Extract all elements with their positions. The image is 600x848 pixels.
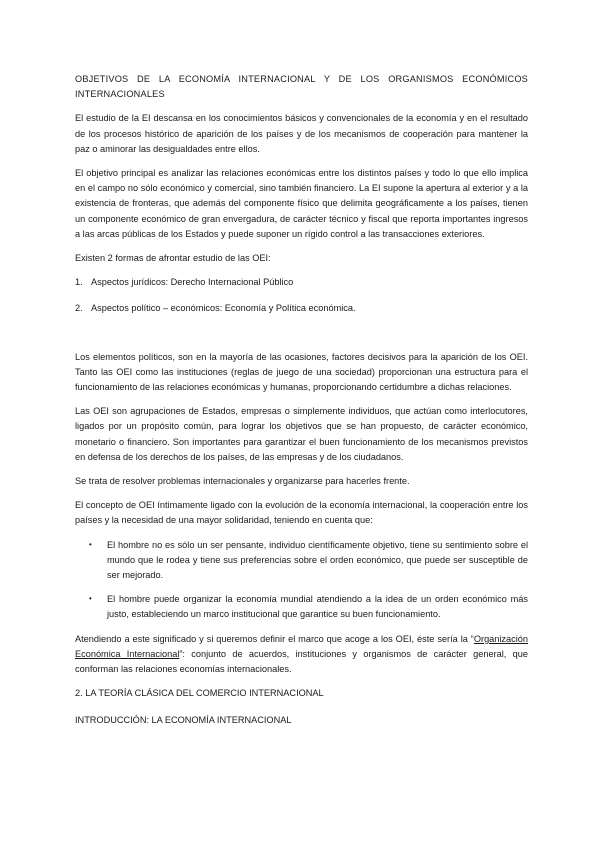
paragraph-oei-definition: Las OEI son agrupaciones de Estados, empresas o simplemente individuos, que actúan como interlocutores, ligados por un propósito común, para lograr los objetivos que se han propuesto, de carácter económico, monetario o financiero. Son importantes para garantizar el buen funcionamiento de los mecanismos previstos en defensa de los derechos de los países, de las empresas y de los ciudadanos.: [75, 406, 528, 462]
paragraph-concept: El concepto de OEI íntimamente ligado con la evolución de la economía internacional, la cooperación entre los países y la necesidad de una mayor solidaridad, teniendo en cuenta que:: [75, 500, 528, 526]
spacer: [75, 328, 528, 350]
numbered-item-number: 2.: [75, 303, 83, 314]
subsection-title: INTRODUCCIÓN: LA ECONOMÍA INTERNACIONAL: [75, 714, 292, 725]
numbered-item-1: [75, 275, 528, 290]
paragraph-political-elements: Los elementos políticos, son en la mayoría de las ocasiones, factores decisivos para la aparición de los OEI. Tanto las OEI como las instituciones (reglas de juego de una sociedad) proporcionan una estructura para el funcionamiento de las relaciones económicas y humanas, proporcionando certidumbre a dichas relaciones.: [75, 351, 528, 393]
numbered-item-text: Aspectos jurídicos: Derecho Internacional Público: [91, 277, 294, 288]
numbered-item-2: [75, 301, 528, 316]
paragraph-objective: El objetivo principal es analizar las relaciones económicas entre los distintos países y todo lo que ello implica en el campo no sólo económico y comercial, sino también financiero. La EI supone la apertura al exterior y a la existencia de fronteras, que además del componente físico que delimita geográficamente a los países, tienen un componente económico de gran envergadura, de carácter técnico y fiscal que reporta importantes ingresos a las arcas públicas de los Estados y puede suponer un rígido control a las transacciones exteriores.: [75, 168, 528, 239]
bullet-item: [75, 538, 528, 584]
bullet-list: [75, 538, 528, 623]
bullet-icon: •: [89, 594, 92, 604]
document-title: OBJETIVOS DE LA ECONOMÍA INTERNACIONAL Y DE LOS ORGANISMOS ECONÓMICOS INTERNACIONALES: [75, 74, 528, 100]
bullet-icon: •: [89, 539, 92, 549]
paragraph-intro: El estudio de la EI descansa en los conocimientos básicos y convencionales de la economía y en el resultado de los procesos histórico de aparición de los países y de los mecanismos de cooperación para mantener la paz o aminorar las desigualdades entre ellos.: [75, 113, 528, 154]
bullet-text: El hombre puede organizar la economía mundial atendiendo a la idea de un orden económico más justo, estableciendo un marco institucional que garantice su buen funcionamiento.: [107, 594, 528, 620]
section-title: 2. LA TEORÍA CLÁSICA DEL COMERCIO INTERNACIONAL: [75, 688, 324, 699]
paragraph-problems: Se trata de resolver problemas internacionales y organizarse para hacerles frente.: [75, 476, 410, 487]
document-content: [75, 72, 528, 739]
definition-before: Atendiendo a este significado y si queremos definir el marco que acoge a los OEI, éste sería la “: [75, 633, 474, 644]
paragraph-forms: Existen 2 formas de afrontar estudio de las OEI:: [75, 253, 271, 264]
bullet-item: [75, 592, 528, 622]
numbered-item-number: 1.: [75, 277, 83, 288]
definition-after: ”: conjunto de acuerdos, instituciones y organismos de carácter general, que conforman las relaciones economías internacionales.: [75, 648, 528, 675]
bullet-text: El hombre no es sólo un ser pensante, individuo científicamente objetivo, tiene su sentimiento sobre el mundo que le rodea y tiene sus preferencias sobre el orden económico, que puede ser susceptible de ser mejorado.: [107, 539, 528, 581]
definition-term: Organización Económica Internacional: [75, 633, 528, 659]
paragraph-definition: [75, 632, 528, 678]
numbered-item-text: Aspectos político – económicos: Economía y Política económica.: [91, 303, 356, 314]
